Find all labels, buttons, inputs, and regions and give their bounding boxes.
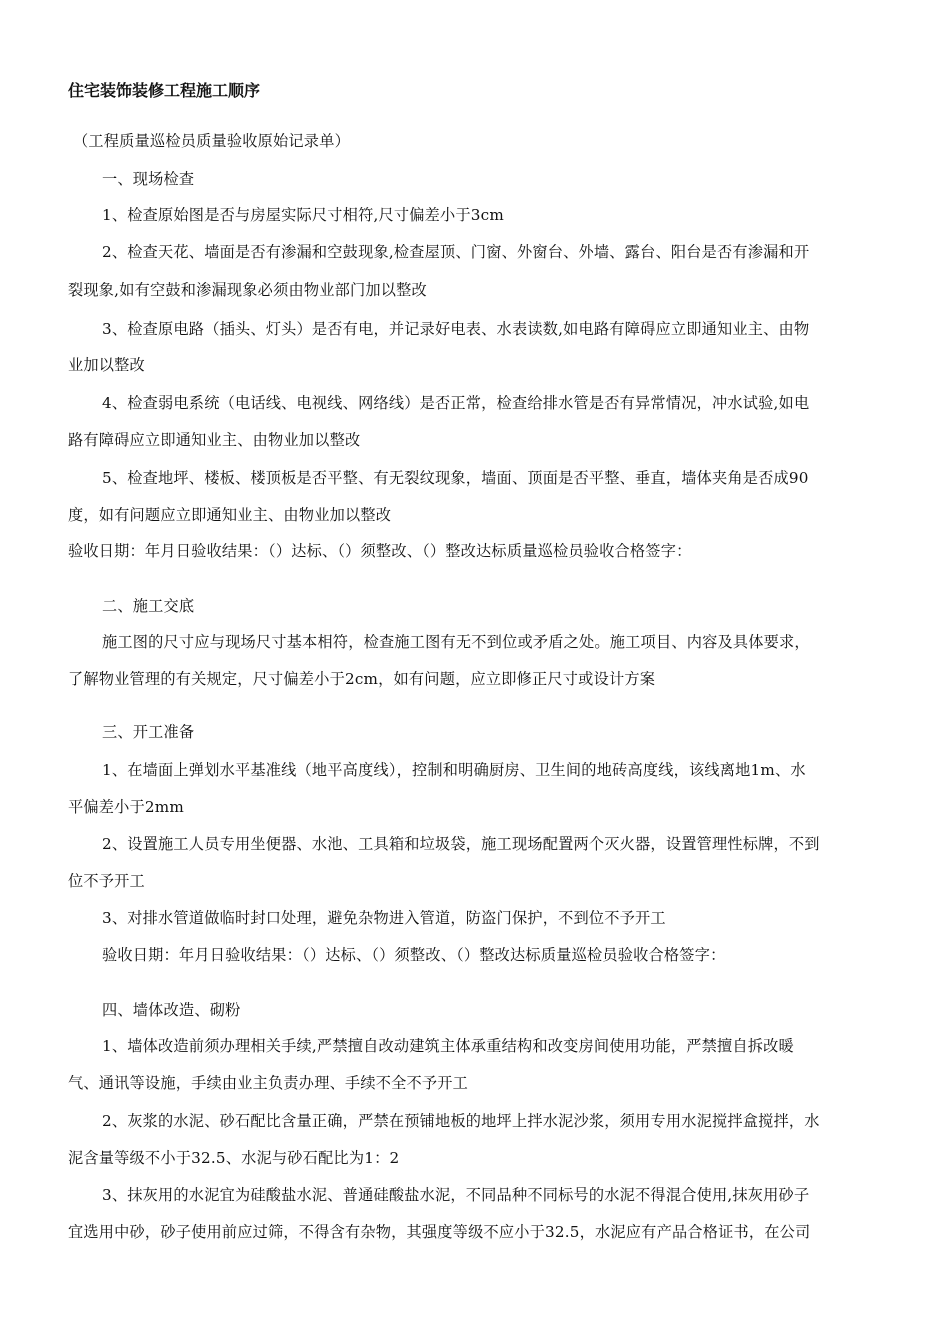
paragraph-continuation: 平偏差小于2mm [68,798,185,816]
acceptance-record: 验收日期：年月日验收结果：（）达标、（）须整改、（）整改达标质量巡检员验收合格签字： [68,542,692,560]
paragraph: 1、检查原始图是否与房屋实际尺寸相符,尺寸偏差小于3cm [102,206,504,224]
paragraph: 5、检查地坪、楼板、楼顶板是否平整、有无裂纹现象，墙面、顶面是否平整、垂直，墙体夹角是否成90 [102,469,809,487]
document-subtitle: （工程质量巡检员质量验收原始记录单） [73,132,350,150]
paragraph: 3、抹灰用的水泥宜为硅酸盐水泥、普通硅酸盐水泥，不同品种不同标号的水泥不得混合使用,抹灰用砂子 [102,1186,810,1204]
paragraph: 施工图的尺寸应与现场尺寸基本相符，检查施工图有无不到位或矛盾之处。施工项目、内容及具体要求， [102,633,810,651]
paragraph-continuation: 泥含量等级不小于32.5、水泥与砂石配比为1：2 [68,1149,400,1167]
paragraph: 1、墙体改造前须办理相关手续,严禁擅自改动建筑主体承重结构和改变房间使用功能，严禁擅自拆改暖 [102,1037,794,1055]
section-heading-briefing: 二、施工交底 [102,597,195,615]
paragraph-continuation: 位不予开工 [68,872,145,890]
paragraph-continuation: 业加以整改 [68,356,145,374]
paragraph: 3、检查原电路（插头、灯头）是否有电，并记录好电表、水表读数,如电路有障碍应立即通知业主、由物 [102,320,810,338]
paragraph-continuation: 裂现象,如有空鼓和渗漏现象必须由物业部门加以整改 [68,281,427,299]
section-heading-preparation: 三、开工准备 [102,723,195,741]
acceptance-record: 验收日期：年月日验收结果：（）达标、（）须整改、（）整改达标质量巡检员验收合格签字： [102,946,726,964]
paragraph-continuation: 路有障碍应立即通知业主、由物业加以整改 [68,431,361,449]
paragraph: 2、灰浆的水泥、砂石配比含量正确，严禁在预铺地板的地坪上拌水泥沙浆，须用专用水泥搅拌盒搅拌，水 [102,1112,820,1130]
paragraph: 3、对排水管道做临时封口处理，避免杂物进入管道，防盗门保护，不到位不予开工 [102,909,666,927]
paragraph-continuation: 气、通讯等设施，手续由业主负责办理、手续不全不予开工 [68,1074,469,1092]
paragraph-continuation: 宜选用中砂，砂子使用前应过筛，不得含有杂物，其强度等级不应小于32.5，水泥应有产品合格证书，在公司 [68,1223,811,1241]
paragraph: 2、设置施工人员专用坐便器、水池、工具箱和垃圾袋，施工现场配置两个灭火器，设置管理性标牌，不到 [102,835,820,853]
section-heading-wall-work: 四、墙体改造、砌粉 [102,1001,241,1019]
paragraph: 4、检查弱电系统（电话线、电视线、网络线）是否正常，检查给排水管是否有异常情况，冲水试验,如电 [102,394,810,412]
section-heading-inspection: 一、现场检查 [102,170,195,188]
paragraph: 1、在墙面上弹划水平基准线（地平高度线），控制和明确厨房、卫生间的地砖高度线，该线离地1m、水 [102,761,806,779]
document-title: 住宅装饰装修工程施工顺序 [68,81,261,100]
paragraph-continuation: 了解物业管理的有关规定，尺寸偏差小于2cm，如有问题，应立即修正尺寸或设计方案 [68,670,656,688]
paragraph: 2、检查天花、墙面是否有渗漏和空鼓现象,检查屋顶、门窗、外窗台、外墙、露台、阳台是否有渗漏和开 [102,243,810,261]
paragraph-continuation: 度，如有问题应立即通知业主、由物业加以整改 [68,506,392,524]
